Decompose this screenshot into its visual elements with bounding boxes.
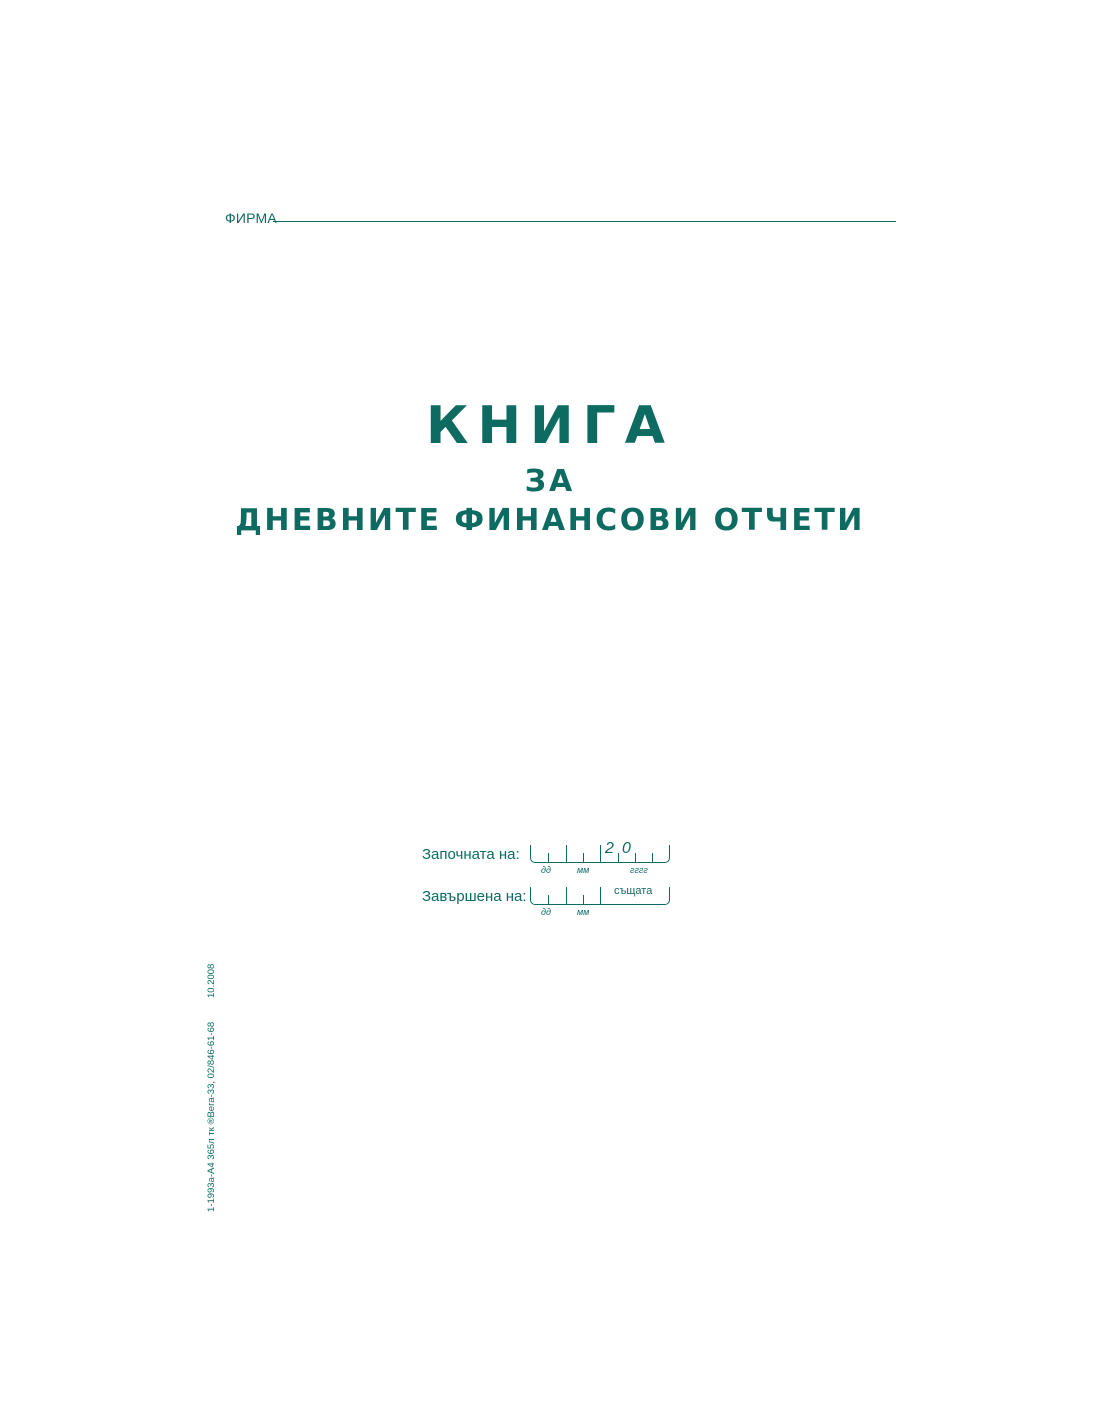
month-hint: мм: [577, 907, 590, 917]
finished-label: Завършена на:: [422, 888, 527, 905]
date-tick: [566, 887, 567, 905]
started-label: Започната на:: [422, 846, 520, 863]
date-tick: [635, 853, 636, 863]
finished-date-field[interactable]: [530, 885, 670, 917]
same-year-label: същата: [614, 885, 653, 897]
book-subtitle: ДНЕВНИТЕ ФИНАНСОВИ ОТЧЕТИ: [235, 503, 865, 538]
day-hint: дд: [541, 907, 551, 917]
date-tick: [583, 895, 584, 905]
firma-label: ФИРМА: [225, 210, 277, 226]
year-hint: гггг: [630, 865, 648, 875]
book-title: КНИГА: [426, 396, 674, 456]
started-date-field[interactable]: [530, 840, 670, 875]
date-tick: [548, 853, 549, 863]
date-tick: [548, 895, 549, 905]
date-tick: [566, 845, 567, 863]
printer-imprint: 1-1993а-А4 365л тк ®Вега-33, 02/846-61-68: [206, 1021, 217, 1212]
book-title-connector: ЗА: [524, 464, 576, 499]
date-tick: [600, 887, 601, 905]
date-tick: [652, 853, 653, 863]
month-hint: мм: [577, 865, 590, 875]
date-tick: [618, 853, 619, 863]
print-date: 10.2008: [206, 963, 217, 998]
day-hint: дд: [541, 865, 551, 875]
date-tick: [583, 853, 584, 863]
date-tick: [600, 845, 601, 863]
year-digit: 2: [605, 840, 614, 857]
firma-line[interactable]: [273, 221, 896, 222]
year-digit: 0: [622, 840, 631, 857]
